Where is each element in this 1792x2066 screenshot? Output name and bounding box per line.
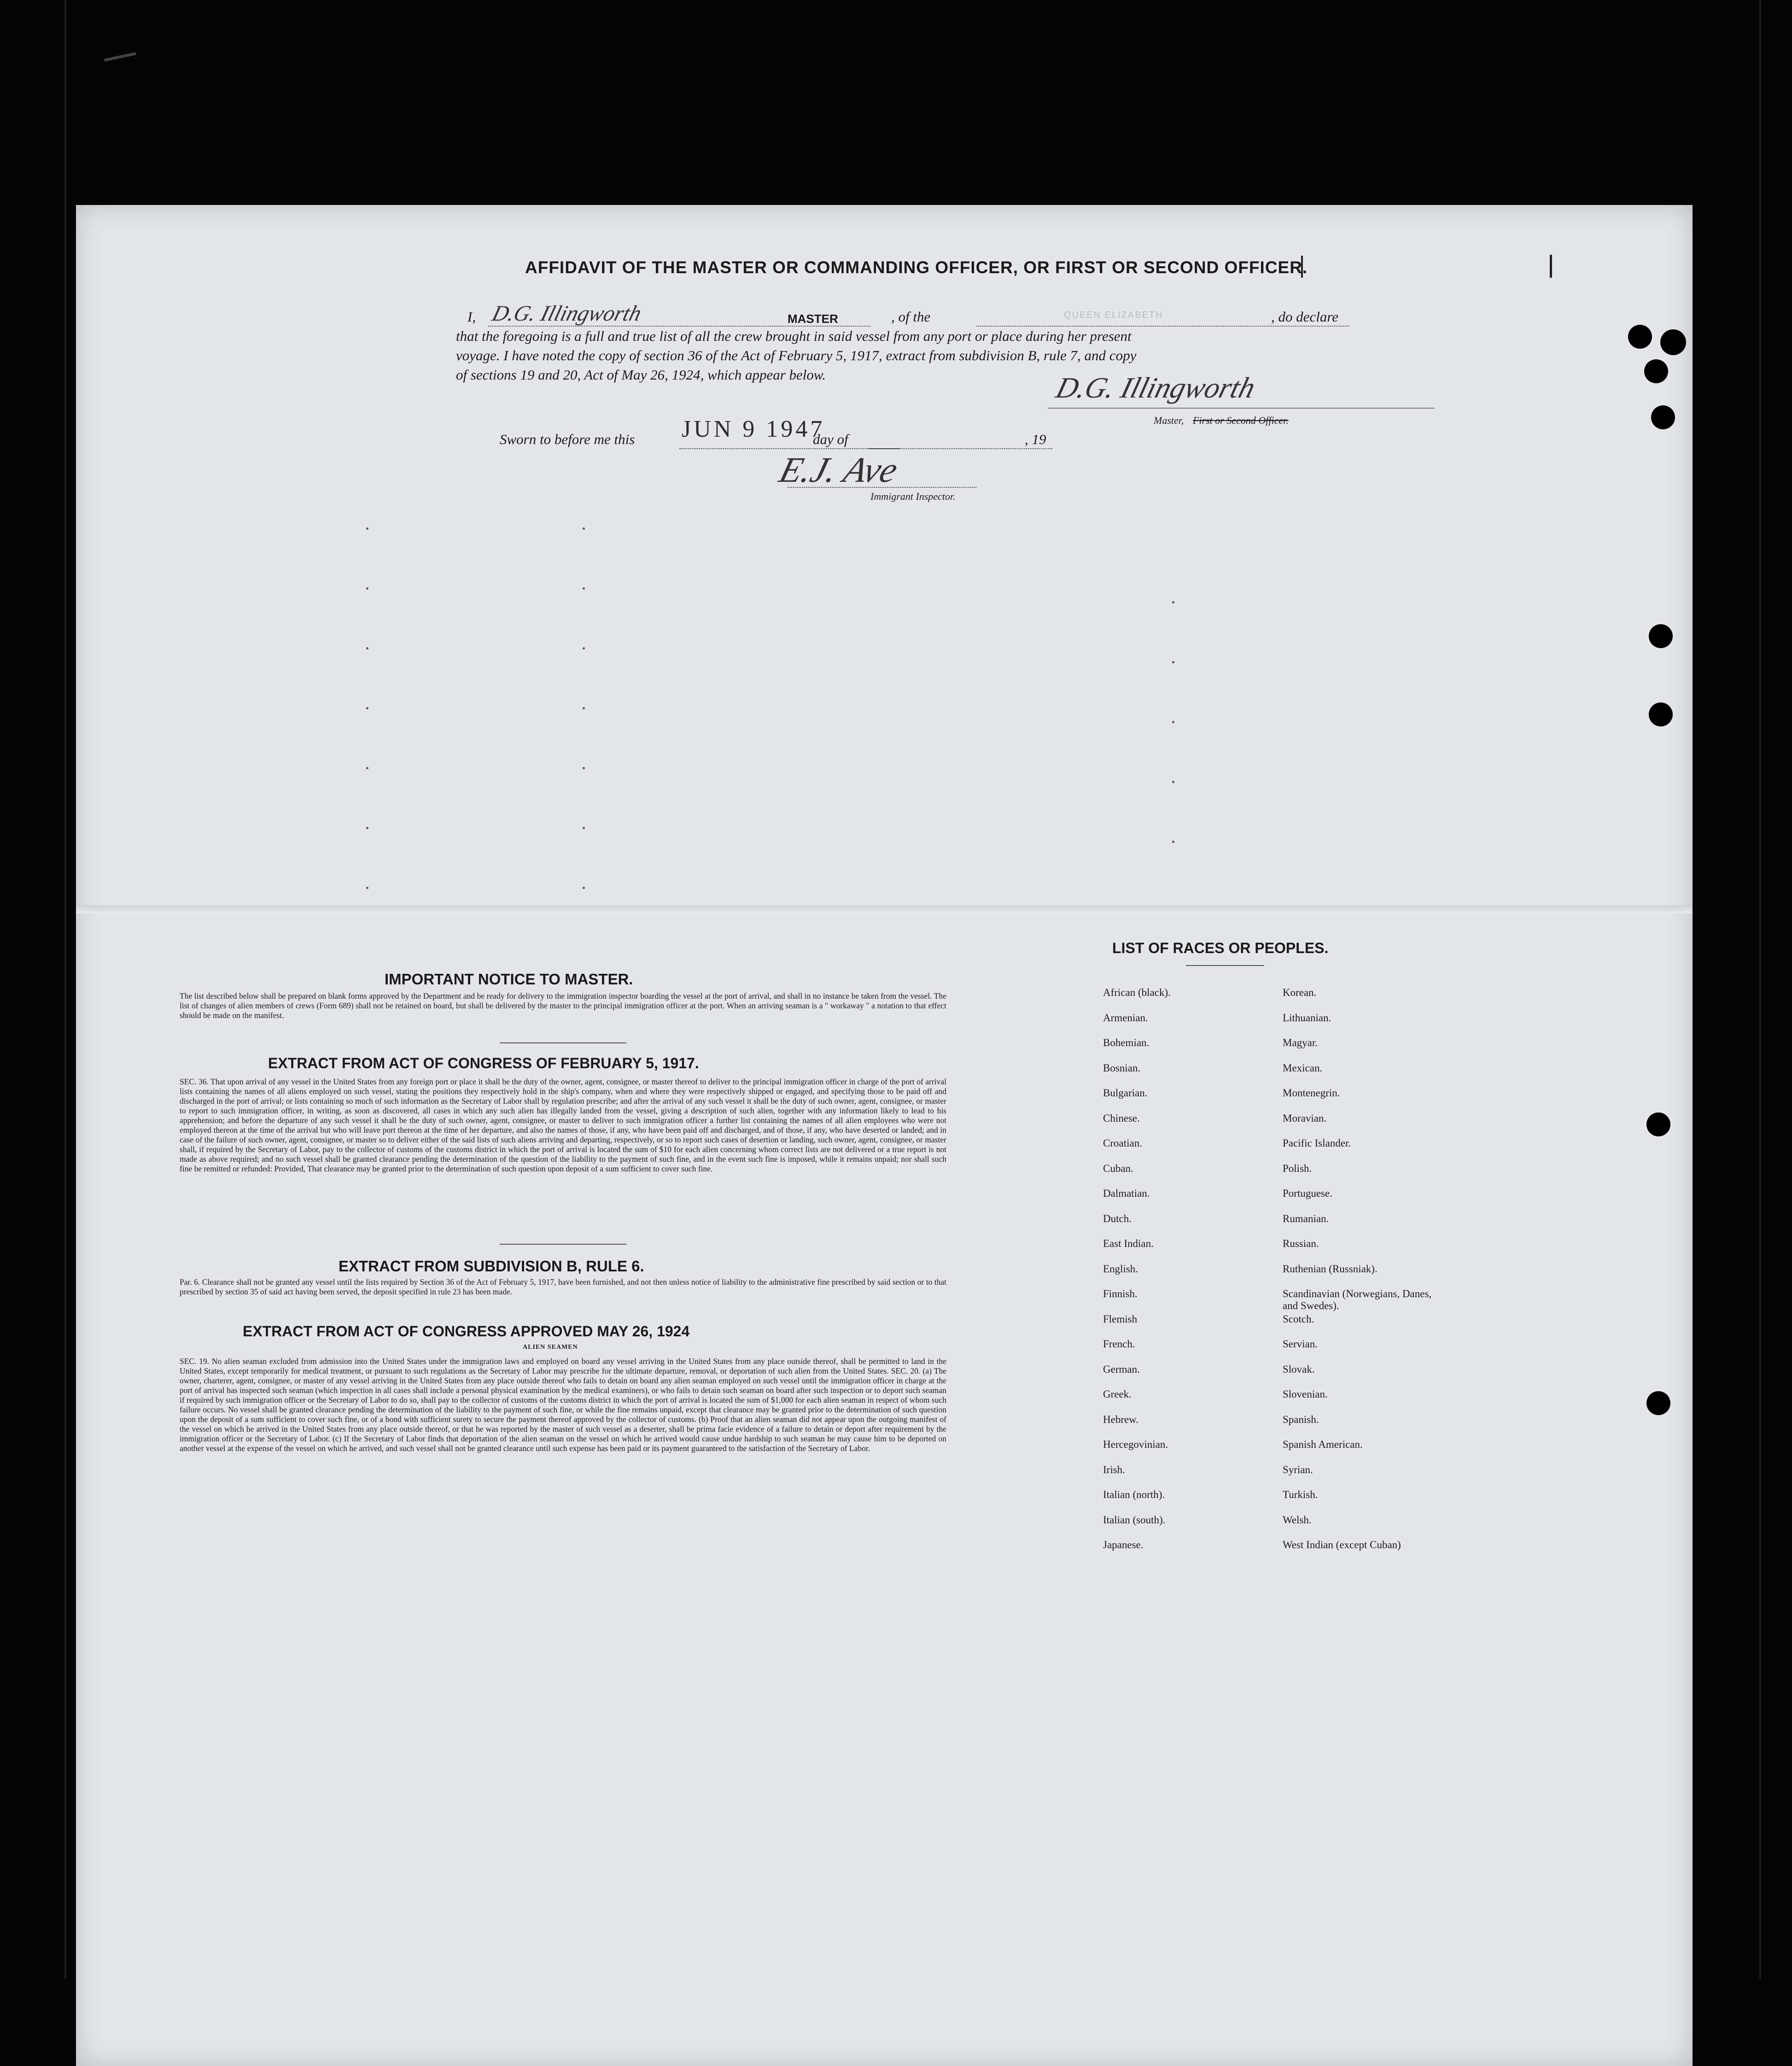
races-title: LIST OF RACES OR PEOPLES. xyxy=(1112,940,1329,956)
races-column-2 xyxy=(1283,987,1476,1564)
extract-1917-title: EXTRACT FROM ACT OF CONGRESS OF FEBRUARY 5, 1917. xyxy=(268,1055,699,1071)
column-dot xyxy=(583,887,585,889)
column-dot xyxy=(583,707,585,709)
race-item: Flemish xyxy=(1103,1313,1138,1325)
race-item: Syrian. xyxy=(1283,1463,1313,1475)
section-divider xyxy=(500,1244,626,1245)
inspector-caption: Immigrant Inspector. xyxy=(870,491,956,502)
column-dot xyxy=(583,587,585,590)
race-item: Bohemian. xyxy=(1103,1037,1150,1048)
film-frame-line xyxy=(1759,0,1761,1979)
race-item: Spanish. xyxy=(1283,1413,1319,1425)
notice-title: IMPORTANT NOTICE TO MASTER. xyxy=(385,971,633,988)
column-dot xyxy=(366,767,368,769)
master-signature: D.G. Illingworth xyxy=(1052,371,1259,404)
race-item: Finnish. xyxy=(1103,1288,1138,1299)
affidavit-line-3: voyage. I have noted the copy of section 36 of the Act of February 5, 1917, extract from subdivision B, rule 7, and copy xyxy=(456,347,1137,363)
race-item: Italian (south). xyxy=(1103,1514,1166,1526)
race-item: Greek. xyxy=(1103,1388,1132,1400)
do-declare-text: , do declare xyxy=(1271,309,1339,325)
punch-hole xyxy=(1649,702,1673,726)
punch-hole xyxy=(1646,1112,1670,1136)
race-item: English. xyxy=(1103,1263,1138,1275)
notice-text: The list described below shall be prepared on blank forms approved by the Department and be ready for delivery to the immigration inspector boarding the vessel at the port of arrival, and shall in no instance be taken from the vessel. The list of changes of alien members of crews (Form 689) shall not be retained on board, but shall be delivered by the master to the principal immigration officer at the port. When an arriving seaman is a " workaway " a notation to that effect should be made on the manifest. xyxy=(180,991,946,1020)
races-column-1 xyxy=(1103,987,1264,1564)
race-item: Ruthenian (Russniak). xyxy=(1283,1263,1378,1275)
column-dot xyxy=(366,827,368,829)
inspector-signature: E.J. Ave xyxy=(775,450,902,490)
column-dot xyxy=(583,647,585,650)
extract-1924-title: EXTRACT FROM ACT OF CONGRESS APPROVED MAY 26, 1924 xyxy=(243,1323,690,1340)
race-item: Italian (north). xyxy=(1103,1489,1165,1500)
race-item: Scandinavian (Norwegians, Danes, and Swedes). xyxy=(1283,1288,1432,1311)
extract-1924-text: SEC. 19. No alien seaman excluded from admission into the United States under the immigration laws and employed on board any vessel arriving in the United States from any place outside thereof, shall be permitted to land in the United States, except temporarily for medical treatment, or pursuant to such regulations as the Secretary of Labor may prescribe for the ultimate departure, removal, or deportation of such alien from the United States. SEC. 20. (a) The owner, charterer, agent, consignee, or master of any vessel arriving in the United States from any place outside thereof who fails to detain on board any alien seaman employed on such vessel until the immigration officer in charge at the port of arrival has inspected such seaman (which inspection in all cases shall include a personal physical examination by the medical examiners), or who fails to detain such seaman on board after such inspection or to deport such seaman if required by such immigration officer or the Secretary of Labor to do so, shall pay to the collector of customs of the customs district in which the port of arrival is located the sum of $1,000 for each alien seaman in respect of whom such failure occurs. No vessel shall be granted clearance pending the determination of the liability to the payment of such fine, or while the fine remains unpaid, except that clearance may be granted prior to the determination of such question upon the deposit of a sum sufficient to cover such fine, or of a bond with sufficient surety to secure the payment thereof approved by the collector of customs. (b) Proof that an alien seaman did not appear upon the outgoing manifest of the vessel on which he arrived in the United States from any place outside thereof, or that he was reported by the master of such vessel as a deserter, shall be prima facie evidence of a failure to detain or deport after requirement by the immigration officer or the Secretary of Labor. (c) If the Secretary of Labor finds that deportation of the alien seaman on the vessel on which he arrived would cause undue hardship to such seaman he may cause him to be deported on another vessel at the expense of the vessel on which he arrived, and such vessel shall not be granted clearance until such expense has been paid or its payment guaranteed to the satisfaction of the Secretary of Labor. xyxy=(180,1357,946,1453)
punch-hole xyxy=(1649,624,1673,648)
column-dot xyxy=(583,527,585,530)
races-title-underline xyxy=(1186,965,1264,966)
column-dot xyxy=(366,707,368,709)
race-item: Russian. xyxy=(1283,1238,1319,1249)
ink-mark xyxy=(1550,255,1552,278)
race-item: West Indian (except Cuban) xyxy=(1283,1539,1401,1551)
punch-hole xyxy=(1651,405,1675,429)
sworn-text: Sworn to before me this xyxy=(500,431,635,447)
rule6-text: Par. 6. Clearance shall not be granted any vessel until the lists required by Section 36 of the Act of February 5, 1917, have been furnished, and not then unless notice of liability to the administrative fine prescribed by said section or to that prescribed by section 35 of said act having been served, the deposit specified in rule 23 has been made. xyxy=(180,1277,946,1296)
year-prefix: , 19 xyxy=(1025,431,1046,447)
document-page xyxy=(76,205,1693,2066)
race-item: Mexican. xyxy=(1283,1062,1323,1074)
race-item: Japanese. xyxy=(1103,1539,1144,1551)
column-dot xyxy=(583,767,585,769)
race-item: Servian. xyxy=(1283,1338,1318,1350)
master-name-handwritten: D.G. Illingworth xyxy=(489,301,644,326)
race-item: Croatian. xyxy=(1103,1137,1142,1149)
race-item: Bosnian. xyxy=(1103,1062,1141,1074)
race-item: Armenian. xyxy=(1103,1012,1148,1024)
sworn-date-stamp: JUN 9 1947 xyxy=(682,416,825,442)
of-the-text: , of the xyxy=(891,309,931,325)
race-item: Hebrew. xyxy=(1103,1413,1139,1425)
section-divider xyxy=(500,1042,626,1043)
rule6-title: EXTRACT FROM SUBDIVISION B, RULE 6. xyxy=(339,1258,644,1275)
race-item: Moravian. xyxy=(1283,1112,1327,1124)
race-item: East Indian. xyxy=(1103,1238,1154,1249)
race-item: Montenegrin. xyxy=(1283,1087,1340,1099)
extract-1917-text: SEC. 36. That upon arrival of any vessel in the United States from any foreign port or place it shall be the duty of the owner, agent, consignee, or master thereof to deliver to the principal immigration officer in charge of the port of arrival lists containing the names of all aliens employed on such vessel, stating the positions they respectively hold in the ship's company, when and where they were respectively shipped or engaged, and specifying those to be paid off and discharged in the port of arrival; or lists containing so much of such information as the Secretary of Labor shall by regulation prescribe; and after the arrival of any such vessel it shall be the duty of such owner, agent, consignee, or master to report to such immigration officer, in writing, as soon as discovered, all cases in which any such alien has illegally landed from the vessel, giving a description of such alien, together with any information likely to lead to his apprehension; and before the departure of any such vessel it shall be the duty of such owner, agent, consignee, or master to deliver to such immigration officer a further list containing the names of all alien employees who were not employed thereon at the time of the arrival but who will leave port thereon at the time of her departure, and also the names of those, if any, who have been paid off and discharged, and of those, if any, who have deserted or landed; and in case of the failure of such owner, agent, consignee, or master so to deliver either of the said lists of such aliens arriving and departing, respectively, or so to report such cases of desertion or landing, such owner, agent, consignee, or master shall, if required by the Secretary of Labor, pay to the collector of customs of the customs district in which the port of arrival is located the sum of $10 for each alien concerning whom correct lists are not delivered or a true report is not made as above required; and no such vessel shall be granted clearance pending the determination of the question of the liability to the payment of such fine, and in the event such fine is imposed, while it remains unpaid; nor shall such fine be remitted or refunded: Provided, That clearance may be granted prior to the determination of such question upon deposit of a sum sufficient to cover such fine. xyxy=(180,1077,946,1173)
inspector-signature-line xyxy=(788,487,976,488)
race-item: Irish. xyxy=(1103,1463,1125,1475)
race-item: Portuguese. xyxy=(1283,1188,1332,1199)
race-item: Scotch. xyxy=(1283,1313,1314,1325)
signature-caption-master: Master, xyxy=(1154,415,1184,426)
race-item: Dalmatian. xyxy=(1103,1188,1150,1199)
affidavit-line-2: that the foregoing is a full and true list of all the crew brought in said vessel from any port or place during her present xyxy=(456,328,1132,344)
race-item: Pacific Islander. xyxy=(1283,1137,1351,1149)
film-frame-line xyxy=(64,0,66,1979)
column-dot xyxy=(366,527,368,530)
race-item: German. xyxy=(1103,1363,1140,1375)
race-item: Korean. xyxy=(1283,987,1317,998)
race-item: Bulgarian. xyxy=(1103,1087,1148,1099)
punch-hole xyxy=(1628,325,1652,349)
race-item: Rumanian. xyxy=(1283,1212,1329,1224)
column-dot xyxy=(366,887,368,889)
film-scratch-mark xyxy=(104,52,140,80)
race-item: Hercegovinian. xyxy=(1103,1439,1168,1450)
race-item: Slovak. xyxy=(1283,1363,1315,1375)
column-dot xyxy=(1172,661,1174,663)
page-fold-crease xyxy=(76,905,1693,913)
race-item: Magyar. xyxy=(1283,1037,1318,1048)
column-dot xyxy=(1172,721,1174,723)
race-item: Dutch. xyxy=(1103,1212,1132,1224)
affidavit-i: I, xyxy=(467,309,476,325)
race-item: Polish. xyxy=(1283,1162,1312,1174)
column-dot xyxy=(1172,841,1174,843)
race-item: Welsh. xyxy=(1283,1514,1312,1526)
vessel-name-stamp: QUEEN ELIZABETH xyxy=(1064,310,1163,320)
extract-1924-subtitle: ALIEN SEAMEN xyxy=(523,1344,578,1351)
signature-line xyxy=(1048,408,1435,409)
race-item: French. xyxy=(1103,1338,1135,1350)
column-dot xyxy=(1172,601,1174,603)
race-item: Lithuanian. xyxy=(1283,1012,1331,1024)
column-dot xyxy=(1172,781,1174,783)
punch-hole xyxy=(1644,359,1668,383)
column-dot xyxy=(366,647,368,650)
punch-hole xyxy=(1646,1391,1670,1415)
race-item: Spanish American. xyxy=(1283,1439,1363,1450)
master-title-stamp: MASTER xyxy=(788,312,838,326)
column-dot xyxy=(366,587,368,590)
race-item: Chinese. xyxy=(1103,1112,1140,1124)
race-item: African (black). xyxy=(1103,987,1171,998)
signature-caption-struck: First or Second Officer. xyxy=(1193,415,1289,426)
day-of-text: day of xyxy=(813,431,848,447)
column-dot xyxy=(583,827,585,829)
race-item: Cuban. xyxy=(1103,1162,1133,1174)
race-item: Slovenian. xyxy=(1283,1388,1328,1400)
affidavit-line-4: of sections 19 and 20, Act of May 26, 1924, which appear below. xyxy=(456,367,826,383)
race-item: Turkish. xyxy=(1283,1489,1318,1500)
punch-hole xyxy=(1660,329,1686,355)
affidavit-heading: AFFIDAVIT OF THE MASTER OR COMMANDING OFFICER, OR FIRST OR SECOND OFFICER. xyxy=(525,258,1308,277)
